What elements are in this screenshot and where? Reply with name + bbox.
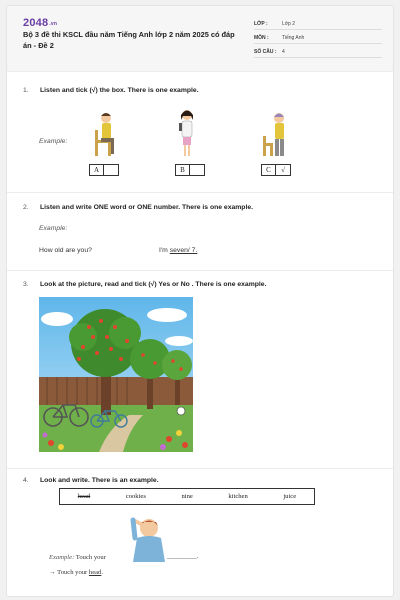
q4-boy-touching-head	[123, 514, 171, 562]
word-bank-item: cookies	[125, 493, 146, 500]
q1-example-label: Example:	[39, 138, 68, 145]
word-bank-item: kitchen	[228, 493, 248, 500]
q3-garden-picture	[39, 297, 193, 452]
meta-grade: LỚP : Lớp 2	[254, 16, 382, 30]
question-4-instruction: 4. Look and write. There is an example.	[23, 477, 159, 484]
section-divider	[7, 270, 393, 271]
word-bank-item: head	[77, 493, 91, 500]
q1-figure-c-standing-by-chair	[261, 110, 289, 158]
section-divider	[7, 468, 393, 469]
question-1-instruction: 1. Listen and tick (√) the box. There is one example.	[23, 87, 199, 94]
q4-example: Example: Touch your	[49, 554, 106, 561]
q1-box-b[interactable]: B	[175, 164, 205, 176]
q1-figure-b-standing	[175, 108, 199, 158]
word-bank-item: juice	[283, 493, 297, 500]
q1-box-c[interactable]: C √	[261, 164, 291, 176]
question-3-instruction: 3. Look at the picture, read and tick (√) Yes or No . There is one example.	[23, 281, 267, 288]
word-bank-item: nine	[181, 493, 193, 500]
q1-box-a[interactable]: A	[89, 164, 119, 176]
q4-example-answer: → Touch your head.	[49, 569, 103, 576]
worksheet-page	[6, 5, 394, 597]
meta-subject: MÔN : Tiếng Anh	[254, 30, 382, 44]
q2-question: How old are you?	[39, 247, 92, 254]
q1-figure-a-sitting	[89, 110, 119, 158]
q4-word-bank	[59, 488, 315, 505]
q2-answer: I'm seven/ 7.	[159, 247, 198, 254]
q4-answer-blank[interactable]: _________.	[167, 553, 199, 560]
question-2-instruction: 2. Listen and write ONE word or ONE number. There is one example.	[23, 204, 254, 211]
document-title: Bộ 3 đề thi KSCL đầu năm Tiếng Anh lớp 2 năm 2025 có đáp án - Đề 2	[23, 30, 235, 50]
q2-example-label: Example:	[39, 225, 68, 232]
document-header	[7, 6, 393, 72]
document-meta	[254, 16, 382, 58]
meta-question-count: SỐ CÂU : 4	[254, 44, 382, 58]
site-logo[interactable]: $2048^{.vn}$	[23, 17, 58, 29]
section-divider	[7, 192, 393, 193]
